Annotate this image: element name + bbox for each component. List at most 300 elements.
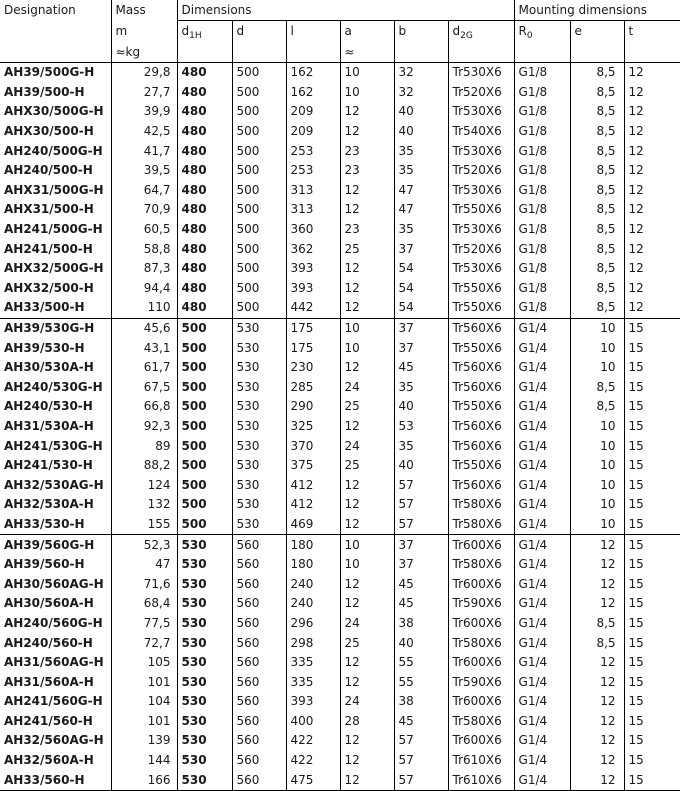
d1h-cell: 480 [177,161,232,181]
t-cell: 12 [624,279,680,299]
r0-cell: G1/8 [514,63,570,83]
d2g-header: $d_{2G}$ [448,21,514,44]
d1h-cell: 480 [177,298,232,318]
e-cell: 8,5 [570,220,624,240]
b-cell: 35 [394,378,448,398]
l-cell: 209 [286,102,340,122]
table-row [0,751,680,771]
d2g-cell: Tr590X6 [448,672,514,692]
table-row [0,220,680,240]
table-row [0,181,680,201]
table-row [0,633,680,653]
e-cell: 8,5 [570,378,624,398]
mass-cell: 67,5 [111,378,177,398]
mass-cell: 101 [111,712,177,732]
l-header: l [286,21,340,44]
mass-cell: 39,9 [111,102,177,122]
header-blank [448,43,514,63]
t-cell: 12 [624,239,680,259]
d2g-cell: Tr600X6 [448,692,514,712]
d1h-cell: 500 [177,417,232,437]
header-blank [514,43,570,63]
d-cell: 500 [232,122,286,142]
d2g-cell: Tr580X6 [448,495,514,515]
t-cell: 15 [624,475,680,495]
designation-cell: AH241/530G-H [4,438,103,453]
a-cell: 12 [340,181,394,201]
b-cell: 57 [394,770,448,790]
r0-cell: G1/4 [514,751,570,771]
b-cell: 32 [394,83,448,103]
r0-cell: G1/4 [514,495,570,515]
a-cell: 12 [340,653,394,673]
d1h-cell: 500 [177,397,232,417]
b-cell: 54 [394,259,448,279]
d1h-cell: 530 [177,751,232,771]
d1h-cell: 500 [177,456,232,476]
header-blank [232,43,286,63]
d1h-cell: 530 [177,594,232,614]
t-cell: 15 [624,495,680,515]
a-cell: 12 [340,495,394,515]
d2g-cell: Tr600X6 [448,731,514,751]
e-cell: 10 [570,515,624,535]
d2g-cell: Tr600X6 [448,653,514,673]
a-header: a [340,21,394,44]
mass-cell: 60,5 [111,220,177,240]
l-cell: 335 [286,672,340,692]
designation-cell: AH240/500G-H [4,143,103,158]
mass-cell: 87,3 [111,259,177,279]
table-row [0,614,680,634]
designation-cell: AH31/560AG-H [4,655,104,670]
d2g-cell: Tr560X6 [448,378,514,398]
r0-cell: G1/8 [514,220,570,240]
a-cell: 12 [340,358,394,378]
b-cell: 40 [394,102,448,122]
mass-cell: 144 [111,751,177,771]
d-cell: 530 [232,475,286,495]
r0-cell: G1/4 [514,436,570,456]
l-cell: 162 [286,83,340,103]
t-cell: 15 [624,378,680,398]
mass-cell: 155 [111,515,177,535]
designation-cell: AH30/560AG-H [4,576,104,591]
r0-cell: G1/4 [514,672,570,692]
b-cell: 37 [394,318,448,338]
d2g-cell: Tr560X6 [448,358,514,378]
r0-cell: G1/8 [514,259,570,279]
d-cell: 530 [232,358,286,378]
a-cell: 10 [340,535,394,555]
r0-cell: G1/4 [514,456,570,476]
d1h-cell: 480 [177,83,232,103]
e-cell: 12 [570,672,624,692]
e-cell: 8,5 [570,633,624,653]
t-cell: 15 [624,770,680,790]
a-cell: 10 [340,63,394,83]
d-header: d [232,21,286,44]
d2g-cell: Tr530X6 [448,141,514,161]
a-cell: 12 [340,417,394,437]
d2g-cell: Tr580X6 [448,515,514,535]
d-cell: 500 [232,141,286,161]
r0-cell: G1/4 [514,535,570,555]
r0-cell: G1/4 [514,692,570,712]
r0-cell: G1/8 [514,200,570,220]
r0-cell: G1/4 [514,574,570,594]
d1h-cell: 530 [177,614,232,634]
d-cell: 530 [232,456,286,476]
table-row [0,712,680,732]
table-row [0,653,680,673]
d-cell: 560 [232,555,286,575]
d1h-cell: 530 [177,535,232,555]
d-cell: 500 [232,63,286,83]
d-cell: 500 [232,239,286,259]
header-row-3 [0,43,680,63]
b-cell: 32 [394,63,448,83]
t-cell: 15 [624,555,680,575]
mass-cell: 52,3 [111,535,177,555]
r0-cell: G1/4 [514,397,570,417]
table-row [0,672,680,692]
t-cell: 12 [624,298,680,318]
b-cell: 35 [394,161,448,181]
designation-cell: AH39/560G-H [4,537,95,552]
designation-cell: AH32/530A-H [4,497,94,512]
r0-cell: G1/4 [514,378,570,398]
mass-cell: 29,8 [111,63,177,83]
t-cell: 15 [624,574,680,594]
d2g-cell: Tr550X6 [448,397,514,417]
d2g-cell: Tr600X6 [448,535,514,555]
table-row [0,358,680,378]
l-cell: 253 [286,161,340,181]
table-row [0,338,680,358]
b-cell: 54 [394,279,448,299]
d1h-cell: 530 [177,555,232,575]
mass-cell: 105 [111,653,177,673]
table-row [0,731,680,751]
dimensions-header: Dimensions [177,0,514,21]
b-cell: 53 [394,417,448,437]
mounting-dimensions-header: Mounting dimensions [514,0,680,21]
d-cell: 500 [232,298,286,318]
l-cell: 296 [286,614,340,634]
a-cell: 23 [340,220,394,240]
d-cell: 560 [232,653,286,673]
r0-cell: G1/8 [514,102,570,122]
d1h-cell: 480 [177,279,232,299]
t-cell: 12 [624,83,680,103]
table-row [0,318,680,338]
mass-symbol: m [111,21,177,44]
r0-cell: G1/4 [514,653,570,673]
l-cell: 400 [286,712,340,732]
table-row [0,298,680,318]
e-cell: 8,5 [570,181,624,201]
l-cell: 325 [286,417,340,437]
d2g-cell: Tr550X6 [448,279,514,299]
e-cell: 12 [570,594,624,614]
d1h-cell: 530 [177,712,232,732]
l-cell: 240 [286,594,340,614]
mass-cell: 58,8 [111,239,177,259]
d2g-cell: Tr520X6 [448,161,514,181]
a-cell: 24 [340,692,394,712]
t-cell: 15 [624,692,680,712]
b-cell: 37 [394,239,448,259]
d-cell: 530 [232,495,286,515]
e-cell: 10 [570,358,624,378]
l-cell: 180 [286,555,340,575]
e-cell: 8,5 [570,63,624,83]
designation-cell: AHX30/500G-H [4,104,104,119]
d-cell: 560 [232,731,286,751]
d2g-cell: Tr560X6 [448,436,514,456]
t-cell: 15 [624,338,680,358]
b-cell: 37 [394,555,448,575]
mass-cell: 68,4 [111,594,177,614]
mass-cell: 89 [111,436,177,456]
l-cell: 162 [286,63,340,83]
table-row [0,594,680,614]
b-cell: 35 [394,220,448,240]
e-cell: 8,5 [570,259,624,279]
e-cell: 8,5 [570,279,624,299]
a-cell: 12 [340,475,394,495]
b-header: b [394,21,448,44]
t-cell: 12 [624,220,680,240]
l-cell: 422 [286,751,340,771]
mass-cell: 77,5 [111,614,177,634]
a-cell: 12 [340,594,394,614]
mass-cell: 70,9 [111,200,177,220]
mass-cell: 27,7 [111,83,177,103]
d1h-cell: 500 [177,358,232,378]
b-cell: 38 [394,692,448,712]
l-cell: 180 [286,535,340,555]
b-cell: 47 [394,200,448,220]
table-row [0,200,680,220]
r0-cell: G1/4 [514,594,570,614]
t-cell: 15 [624,358,680,378]
d-cell: 560 [232,672,286,692]
d2g-cell: Tr530X6 [448,181,514,201]
l-cell: 412 [286,495,340,515]
d2g-cell: Tr530X6 [448,220,514,240]
t-cell: 12 [624,141,680,161]
a-cell: 12 [340,102,394,122]
r0-cell: G1/4 [514,358,570,378]
d-cell: 500 [232,161,286,181]
designation-cell: AH33/560-H [0,770,111,790]
a-cell: 12 [340,298,394,318]
designation-cell: AH30/530A-H [4,360,94,375]
header-blank [624,43,680,63]
l-cell: 313 [286,200,340,220]
mass-cell: 71,6 [111,574,177,594]
table-row [0,770,680,790]
d1h-cell: 530 [177,731,232,751]
mass-cell: 72,7 [111,633,177,653]
r0-cell: G1/4 [514,712,570,732]
d1h-header: $d_{1H}$ [177,21,232,44]
a-cell: 28 [340,712,394,732]
d1h-cell: 500 [177,475,232,495]
t-cell: 15 [624,318,680,338]
designation-cell: AH31/560A-H [4,674,94,689]
d2g-cell: Tr610X6 [448,751,514,771]
mass-cell: 39,5 [111,161,177,181]
t-cell: 12 [624,63,680,83]
b-cell: 57 [394,731,448,751]
d2g-cell: Tr520X6 [448,83,514,103]
r0-cell: G1/4 [514,555,570,575]
d2g-cell: Tr600X6 [448,574,514,594]
e-cell: 12 [570,653,624,673]
t-cell: 15 [624,397,680,417]
designation-cell: AH33/500-H [0,298,111,318]
designation-cell: AH30/560A-H [4,596,94,611]
table-row [0,279,680,299]
table-row [0,574,680,594]
a-cell: 12 [340,770,394,790]
a-cell: 10 [340,338,394,358]
r0-cell: G1/4 [514,475,570,495]
d-cell: 500 [232,220,286,240]
a-cell: 25 [340,239,394,259]
table-row [0,378,680,398]
r0-cell: G1/4 [514,318,570,338]
d1h-cell: 500 [177,378,232,398]
designation-cell: AHX32/500-H [4,280,94,295]
designation-cell: AHX31/500-H [4,202,94,217]
a-cell: 10 [340,83,394,103]
l-cell: 253 [286,141,340,161]
designation-cell: AH240/560-H [4,635,93,650]
table-row [0,397,680,417]
designation-cell: AH241/560-H [4,713,93,728]
designation-cell: AH33/530-H [0,515,111,535]
d2g-cell: Tr550X6 [448,200,514,220]
l-cell: 209 [286,122,340,142]
e-cell: 12 [570,535,624,555]
t-cell: 12 [624,102,680,122]
r0-cell: G1/4 [514,633,570,653]
b-cell: 57 [394,751,448,771]
mass-cell: 42,5 [111,122,177,142]
d-cell: 560 [232,574,286,594]
a-cell: 12 [340,672,394,692]
e-cell: 8,5 [570,200,624,220]
d-cell: 560 [232,633,286,653]
d2g-cell: Tr530X6 [448,63,514,83]
d-cell: 530 [232,515,286,535]
mass-cell: 124 [111,475,177,495]
r0-cell: G1/8 [514,161,570,181]
designation-cell: AH240/500-H [4,163,93,178]
a-cell: 10 [340,555,394,575]
d1h-cell: 500 [177,515,232,535]
designation-cell: AH241/500G-H [4,222,103,237]
d2g-cell: Tr550X6 [448,298,514,318]
l-cell: 175 [286,338,340,358]
t-cell: 15 [624,436,680,456]
designation-cell: AH241/560G-H [4,694,103,709]
d-cell: 530 [232,436,286,456]
d1h-cell: 530 [177,633,232,653]
e-cell: 12 [570,555,624,575]
mass-cell: 45,6 [111,318,177,338]
e-cell: 8,5 [570,397,624,417]
mass-cell: 41,7 [111,141,177,161]
t-cell: 12 [624,200,680,220]
r0-cell: G1/4 [514,770,570,790]
l-cell: 362 [286,239,340,259]
designation-cell: AH240/530-H [4,399,93,414]
e-cell: 8,5 [570,298,624,318]
b-cell: 40 [394,633,448,653]
a-cell: 25 [340,633,394,653]
table-row [0,161,680,181]
r0-cell: G1/8 [514,298,570,318]
l-cell: 370 [286,436,340,456]
designation-cell: AH39/500G-H [4,65,95,80]
d2g-cell: Tr550X6 [448,456,514,476]
d-cell: 560 [232,751,286,771]
table-row [0,515,680,535]
a-cell: 24 [340,378,394,398]
r0-cell: G1/8 [514,181,570,201]
d-cell: 500 [232,102,286,122]
b-cell: 57 [394,475,448,495]
a-cell: 23 [340,141,394,161]
table-row [0,555,680,575]
d-cell: 530 [232,318,286,338]
d1h-cell: 480 [177,102,232,122]
a-cell: 12 [340,122,394,142]
d-cell: 530 [232,338,286,358]
mass-cell: 110 [111,298,177,318]
header-blank [177,43,232,63]
table-row [0,63,680,83]
mass-cell: 64,7 [111,181,177,201]
b-cell: 45 [394,574,448,594]
d2g-cell: Tr580X6 [448,555,514,575]
b-cell: 57 [394,515,448,535]
designation-cell: AHX31/500G-H [4,182,104,197]
t-cell: 15 [624,417,680,437]
table-row [0,436,680,456]
a-cell: 25 [340,456,394,476]
designation-cell: AH39/500-H [4,84,85,99]
mass-unit: ≈kg [111,43,177,63]
b-cell: 55 [394,653,448,673]
d1h-cell: 480 [177,122,232,142]
table-row [0,141,680,161]
e-cell: 10 [570,338,624,358]
mass-cell: 101 [111,672,177,692]
mass-cell: 94,4 [111,279,177,299]
table-row [0,102,680,122]
d1h-cell: 480 [177,239,232,259]
b-cell: 38 [394,614,448,634]
d-cell: 530 [232,378,286,398]
b-cell: 45 [394,594,448,614]
e-cell: 10 [570,475,624,495]
